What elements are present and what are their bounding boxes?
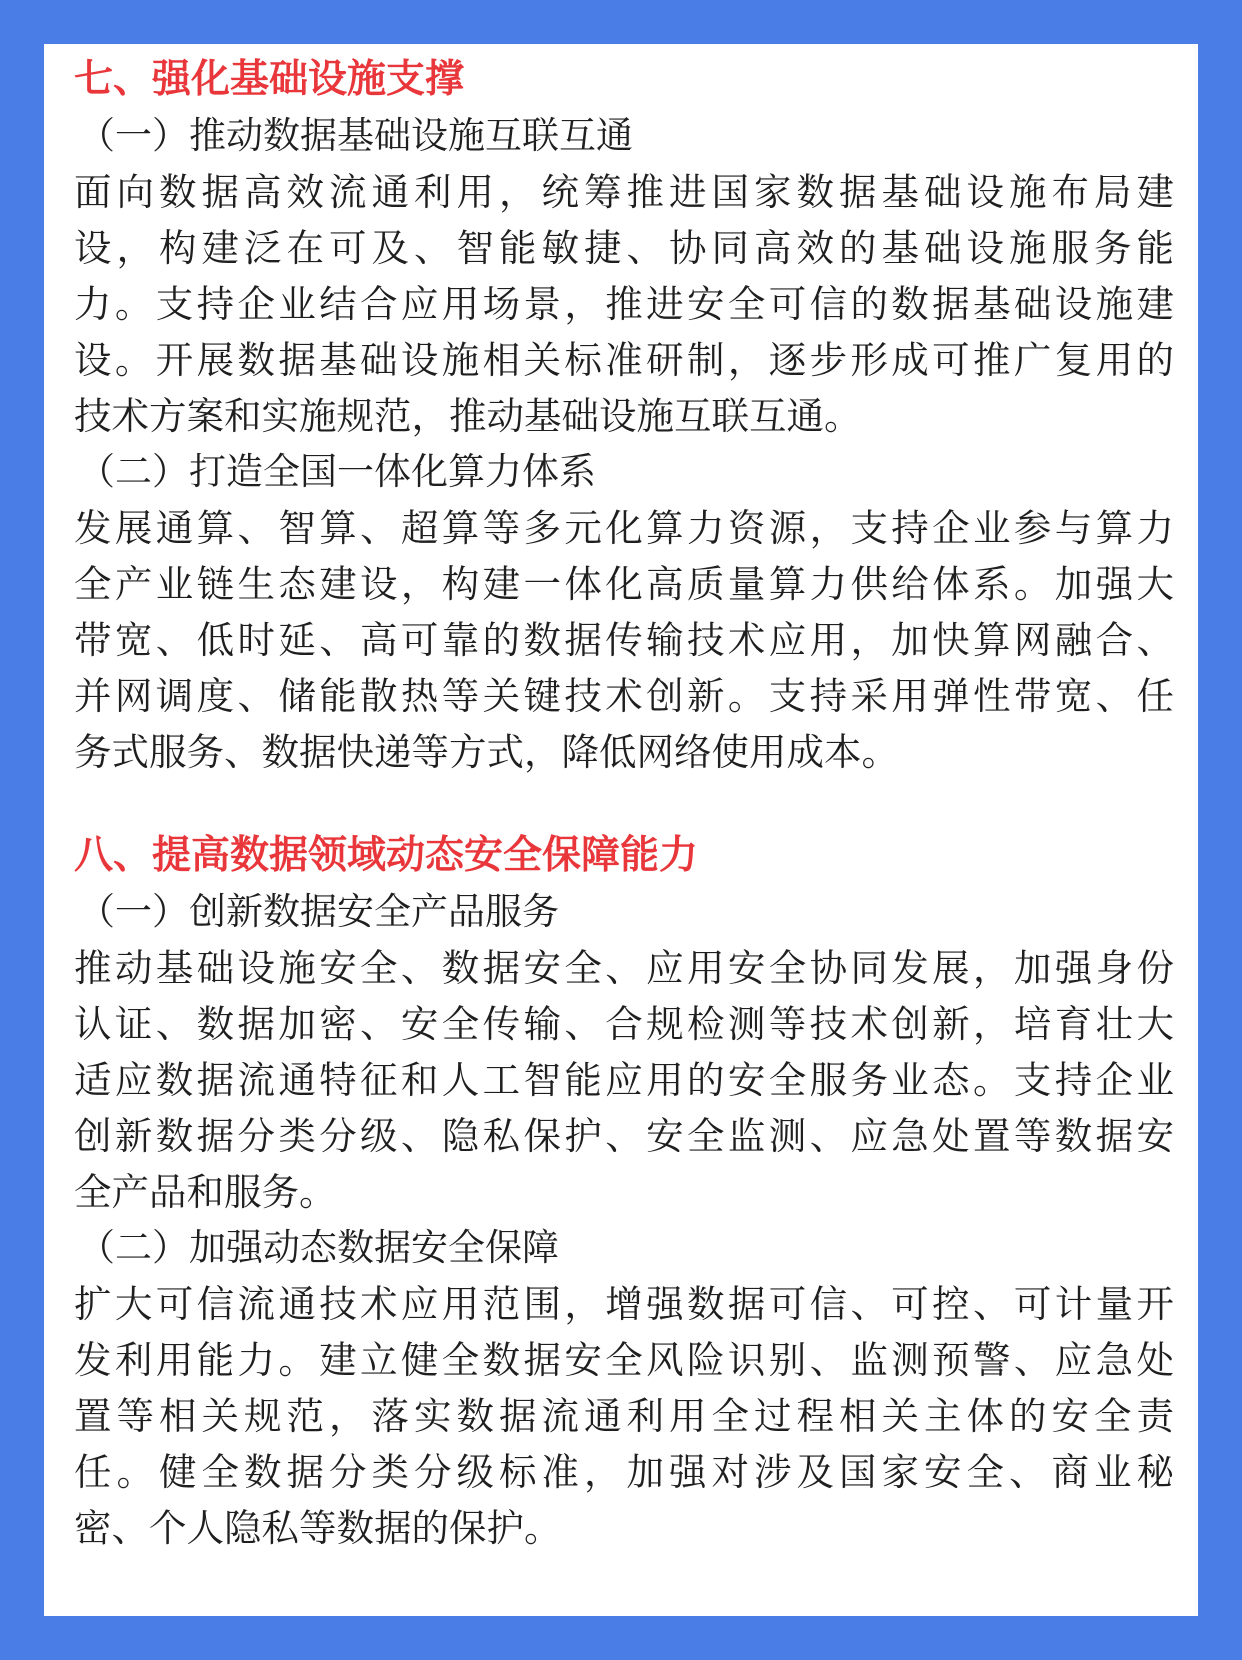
subsection-title: （二）加强动态数据安全保障 [78, 1226, 559, 1269]
paragraph-line: 务式服务、数据快递等方式，降低网络使用成本。 [74, 730, 899, 774]
paragraph-line: 全产品和服务。 [74, 1170, 337, 1214]
paragraph-line: 全产业链生态建设，构建一体化高质量算力供给体系。加强大 [74, 562, 1174, 606]
section-8 [74, 828, 1174, 1556]
subsection-title: （一）推动数据基础设施互联互通 [78, 114, 633, 157]
paragraph-line: 面向数据高效流通利用，统筹推进国家数据基础设施布局建 [74, 170, 1174, 214]
paragraph-line: 发展通算、智算、超算等多元化算力资源，支持企业参与算力 [74, 506, 1174, 550]
paragraph-line: 技术方案和实施规范，推动基础设施互联互通。 [74, 394, 862, 438]
subsection-title: （一）创新数据安全产品服务 [78, 890, 559, 933]
paragraph-line: 适应数据流通特征和人工智能应用的安全服务业态。支持企业 [74, 1058, 1174, 1102]
paragraph-line: 推动基础设施安全、数据安全、应用安全协同发展，加强身份 [74, 946, 1174, 990]
paragraph-line: 设。开展数据基础设施相关标准研制，逐步形成可推广复用的 [74, 338, 1174, 382]
paragraph-line: 带宽、低时延、高可靠的数据传输技术应用，加快算网融合、 [74, 618, 1174, 662]
paragraph-line: 力。支持企业结合应用场景，推进安全可信的数据基础设施建 [74, 282, 1174, 326]
paragraph-line: 扩大可信流通技术应用范围，增强数据可信、可控、可计量开 [74, 1282, 1174, 1326]
paragraph-line: 认证、数据加密、安全传输、合规检测等技术创新，培育壮大 [74, 1002, 1174, 1046]
section-7 [74, 52, 1174, 780]
paragraph-line: 密、个人隐私等数据的保护。 [74, 1506, 562, 1550]
section-heading: 八、提高数据领域动态安全保障能力 [74, 833, 699, 878]
paragraph [74, 940, 1174, 1220]
paragraph-line: 并网调度、储能散热等关键技术创新。支持采用弹性带宽、任 [74, 674, 1174, 718]
paragraph [74, 164, 1174, 444]
paragraph-line: 置等相关规范，落实数据流通利用全过程相关主体的安全责 [74, 1394, 1174, 1438]
paragraph-line: 发利用能力。建立健全数据安全风险识别、监测预警、应急处 [74, 1338, 1174, 1382]
paragraph-line: 设，构建泛在可及、智能敏捷、协同高效的基础设施服务能 [74, 226, 1174, 270]
content-card [44, 44, 1198, 1616]
paragraph-line: 创新数据分类分级、隐私保护、安全监测、应急处置等数据安 [74, 1114, 1174, 1158]
paragraph [74, 1276, 1174, 1556]
subsection-title: （二）打造全国一体化算力体系 [78, 450, 596, 493]
paragraph [74, 500, 1174, 780]
paragraph-line: 任。健全数据分类分级标准，加强对涉及国家安全、商业秘 [74, 1450, 1174, 1494]
section-heading: 七、强化基础设施支撑 [74, 57, 465, 102]
